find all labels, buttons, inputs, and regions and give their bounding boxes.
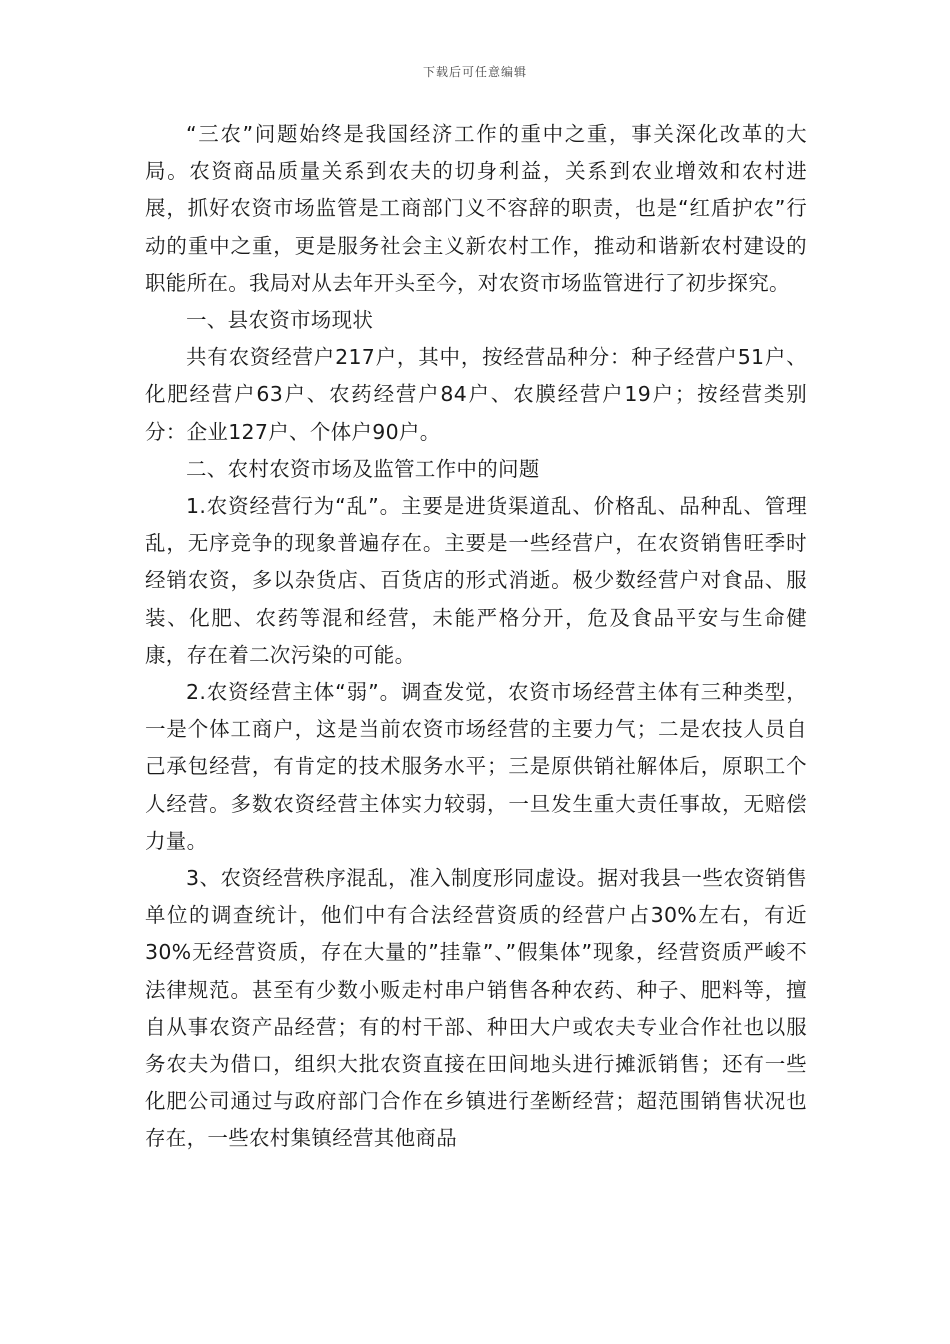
document-body <box>145 116 807 1158</box>
section-heading-1: 一、县农资市场现状 <box>186 308 374 333</box>
paragraph-issue-3: 3、农资经营秩序混乱，准入制度形同虚设。据对我县一些农资销售单位的调查统计，他们中有合法经营资质的经营户占30%左右，有近30%无经营资质，存在大量的”挂靠”、”假集体”现象，经营资质严峻不法律规范。甚至有少数小贩走村串户销售各种农药、种子、肥料等，擅自从事农资产品经营；有的村干部、种田大户或农夫专业合作社也以服务农夫为借口，组织大批农资直接在田间地头进行摊派销售；还有一些化肥公司通过与政府部门合作在乡镇进行垄断经营；超范围销售状况也存在，一些农村集镇经营其他商品 <box>145 866 807 1151</box>
paragraph-issue-1: 1.农资经营行为“乱”。主要是进货渠道乱、价格乱、品种乱、管理乱，无序竞争的现象普遍存在。主要是一些经营户，在农资销售旺季时经销农资，多以杂货店、百货店的形式消逝。极少数经营户对食品、服装、化肥、农药等混和经营，未能严格分开，危及食品平安与生命健康，存在着二次污染的可能。 <box>145 494 807 667</box>
paragraph-intro: “三农”问题始终是我国经济工作的重中之重，事关深化改革的大局。农资商品质量关系到农夫的切身利益，关系到农业增效和农村进展，抓好农资市场监管是工商部门义不容辞的职责，也是“红盾护农”行动的重中之重，更是服务社会主义新农村工作，推动和谐新农村建设的职能所在。我局对从去年开头至今，对农资市场监管进行了初步探究。 <box>145 122 807 295</box>
paragraph-market-status: 共有农资经营户217户，其中，按经营品种分：种子经营户51户、化肥经营户63户、农药经营户84户、农膜经营户19户；按经营类别分：企业127户、个体户90户。 <box>145 345 807 444</box>
section-heading-2: 二、农村农资市场及监管工作中的问题 <box>186 456 540 481</box>
paragraph-issue-2: 2.农资经营主体“弱”。调查发觉，农资市场经营主体有三种类型，一是个体工商户，这是当前农资市场经营的主要力气；二是农技人员自己承包经营，有肯定的技术服务水平；三是原供销社解体后，原职工个人经营。多数农资经营主体实力较弱，一旦发生重大责任事故，无赔偿力量。 <box>145 680 807 853</box>
page-header: 下载后可任意编辑 <box>422 65 527 79</box>
